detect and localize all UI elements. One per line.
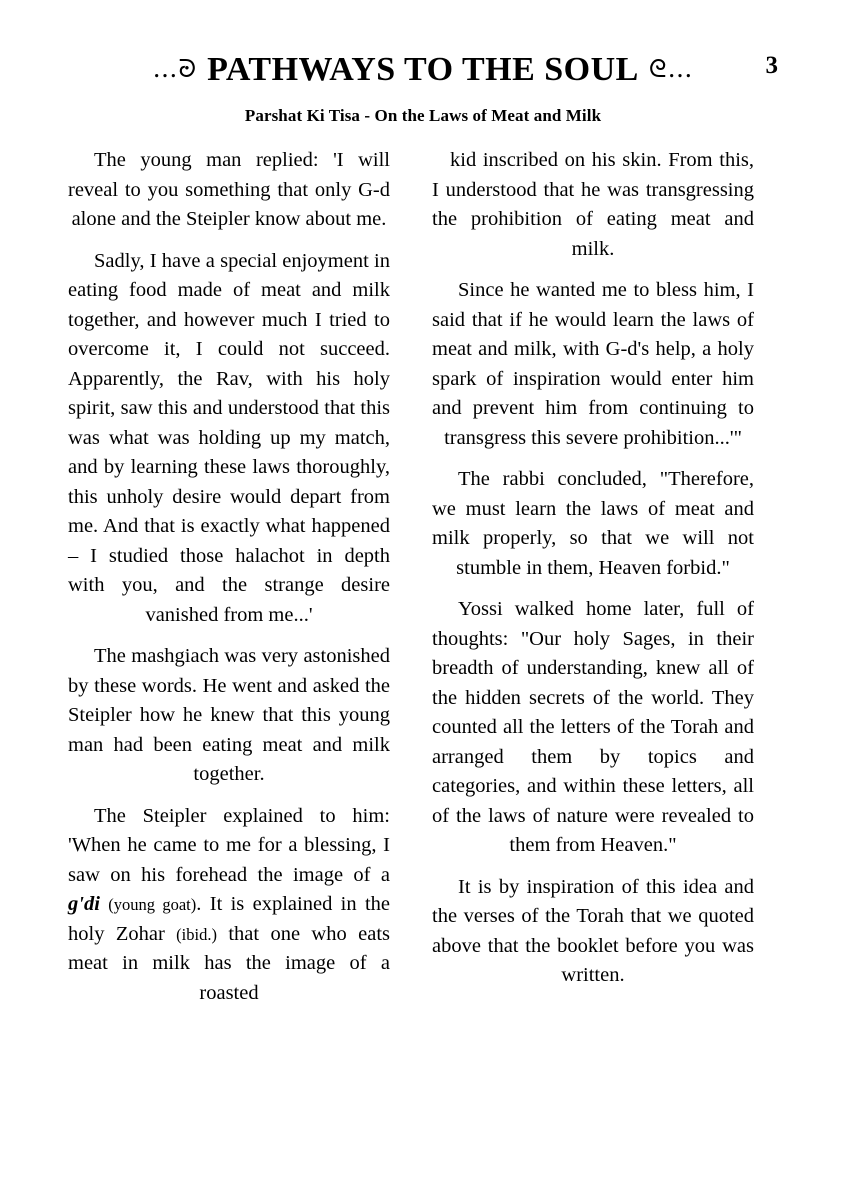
flourish-right-icon: ᘓ… <box>648 53 694 83</box>
publication-title: PATHWAYS TO THE SOUL <box>207 51 639 88</box>
paragraph: The young man replied: 'I will reveal to you something that only G-d alone and the Steipler know about me. <box>68 149 390 230</box>
text-run: The Steipler explained to him: 'When he came to me for a blessing, I saw on his forehead the image of a <box>68 804 390 886</box>
right-column <box>432 146 754 1146</box>
paragraph: It is by inspiration of this idea and the verses of the Torah that we quoted above that the booklet before you was written. <box>432 875 754 986</box>
masthead-title-group <box>153 51 694 89</box>
citation-note: (ibid.) <box>176 924 217 944</box>
body-columns <box>68 146 778 1146</box>
page-header <box>68 44 778 96</box>
left-column <box>68 146 390 1146</box>
page-number: 3 <box>765 52 778 79</box>
paragraph: The mashgiach was very astonished by these words. He went and asked the Steipler how he knew that this young man had been eating meat and milk together. <box>68 645 390 785</box>
paragraph: Yossi walked home later, full of thoughts: "Our holy Sages, in their breadth of understanding, knew all of the hidden secrets of the world. They counted all the letters of the Torah and arranged them by topics and categories, and within these letters, all of the laws of nature were revealed to them from Heaven." <box>432 598 754 856</box>
text-run <box>100 893 108 915</box>
text-run: . It is explained in the holy Zohar <box>68 893 391 945</box>
paragraph: Since he wanted me to bless him, I said that if he would learn the laws of meat and milk, with G-d's help, a holy spark of inspiration would enter him and prevent him from continuing to transgress this severe prohibition...'" <box>432 279 754 449</box>
flourish-left-icon: …ᘒ <box>152 53 198 83</box>
paragraph: Sadly, I have a special enjoyment in eating food made of meat and milk together, and however much I tried to overcome it, I could not succeed. Apparently, the Rav, with his holy spirit, saw this and understood that this was what was holding up my match, and by learning these laws thoroughly, this unholy desire would depart from me. And that is exactly what happened – I studied those halachot in depth with you, and the strange desire vanished from me...' <box>68 249 390 626</box>
section-subtitle: Parshat Ki Tisa - On the Laws of Meat and Milk <box>244 106 602 125</box>
paragraph: The rabbi concluded, "Therefore, we must learn the laws of meat and milk properly, so that we will not stumble in them, Heaven forbid." <box>432 468 754 579</box>
paragraph-with-inline-notes <box>68 802 390 1009</box>
gloss-note: (young goat) <box>108 895 197 914</box>
text-run: that one who eats meat in milk has the image of a roasted <box>68 922 390 1004</box>
paragraph: kid inscribed on his skin. From this, I understood that he was transgressing the prohibition of eating meat and milk. <box>432 149 754 260</box>
transliterated-term: g'di <box>68 893 100 915</box>
